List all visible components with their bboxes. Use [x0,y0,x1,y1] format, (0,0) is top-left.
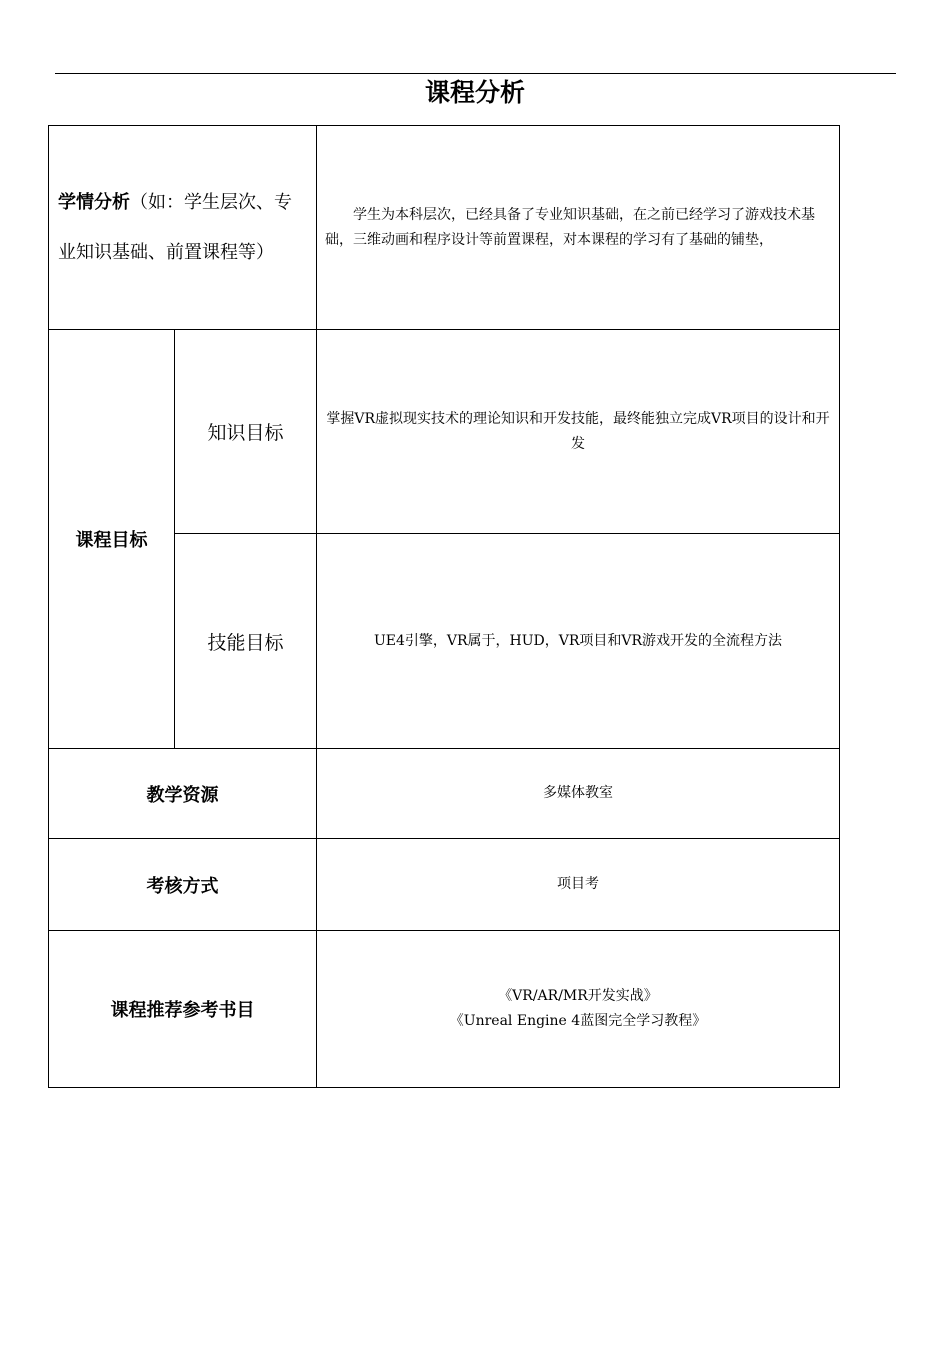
row-student-analysis [49,126,840,330]
row-teaching-resources [49,749,840,839]
skill-goal-label: 技能目标 [175,534,317,749]
assessment-label: 考核方式 [49,839,317,931]
row-assessment [49,839,840,931]
student-analysis-label-rest: （如：学生层次、专业知识基础、前置课程等） [58,191,292,263]
student-analysis-value-cell [317,126,840,330]
teaching-resources-label: 教学资源 [49,749,317,839]
row-references [49,931,840,1088]
row-knowledge-goal [49,330,840,534]
document-title: 课程分析 [424,78,525,107]
teaching-resources-value: 多媒体教室 [317,749,840,839]
student-analysis-value: 学生为本科层次，已经具备了专业知识基础，在之前已经学习了游戏技术基础，三维动画和程序设计等前置课程，对本课程的学习有了基础的铺垫， [325,206,815,248]
knowledge-goal-label: 知识目标 [175,330,317,534]
skill-goal-value: UE4引擎，VR属于，HUD，VR项目和VR游戏开发的全流程方法 [317,534,840,749]
assessment-value: 项目考 [317,839,840,931]
student-analysis-label-bold: 学情分析 [58,191,130,213]
course-analysis-table [48,125,840,1088]
student-analysis-label [49,126,317,330]
knowledge-goal-value: 掌握VR虚拟现实技术的理论知识和开发技能，最终能独立完成VR项目的设计和开发 [317,330,840,534]
reference-book: 《Unreal Engine 4蓝图完全学习教程》 [449,1013,707,1029]
reference-book: 《VR/AR/MR开发实战》 [498,988,658,1004]
course-goals-label: 课程目标 [49,330,175,749]
references-label: 课程推荐参考书目 [49,931,317,1088]
header-rule [55,73,896,74]
references-value-cell [317,931,840,1088]
